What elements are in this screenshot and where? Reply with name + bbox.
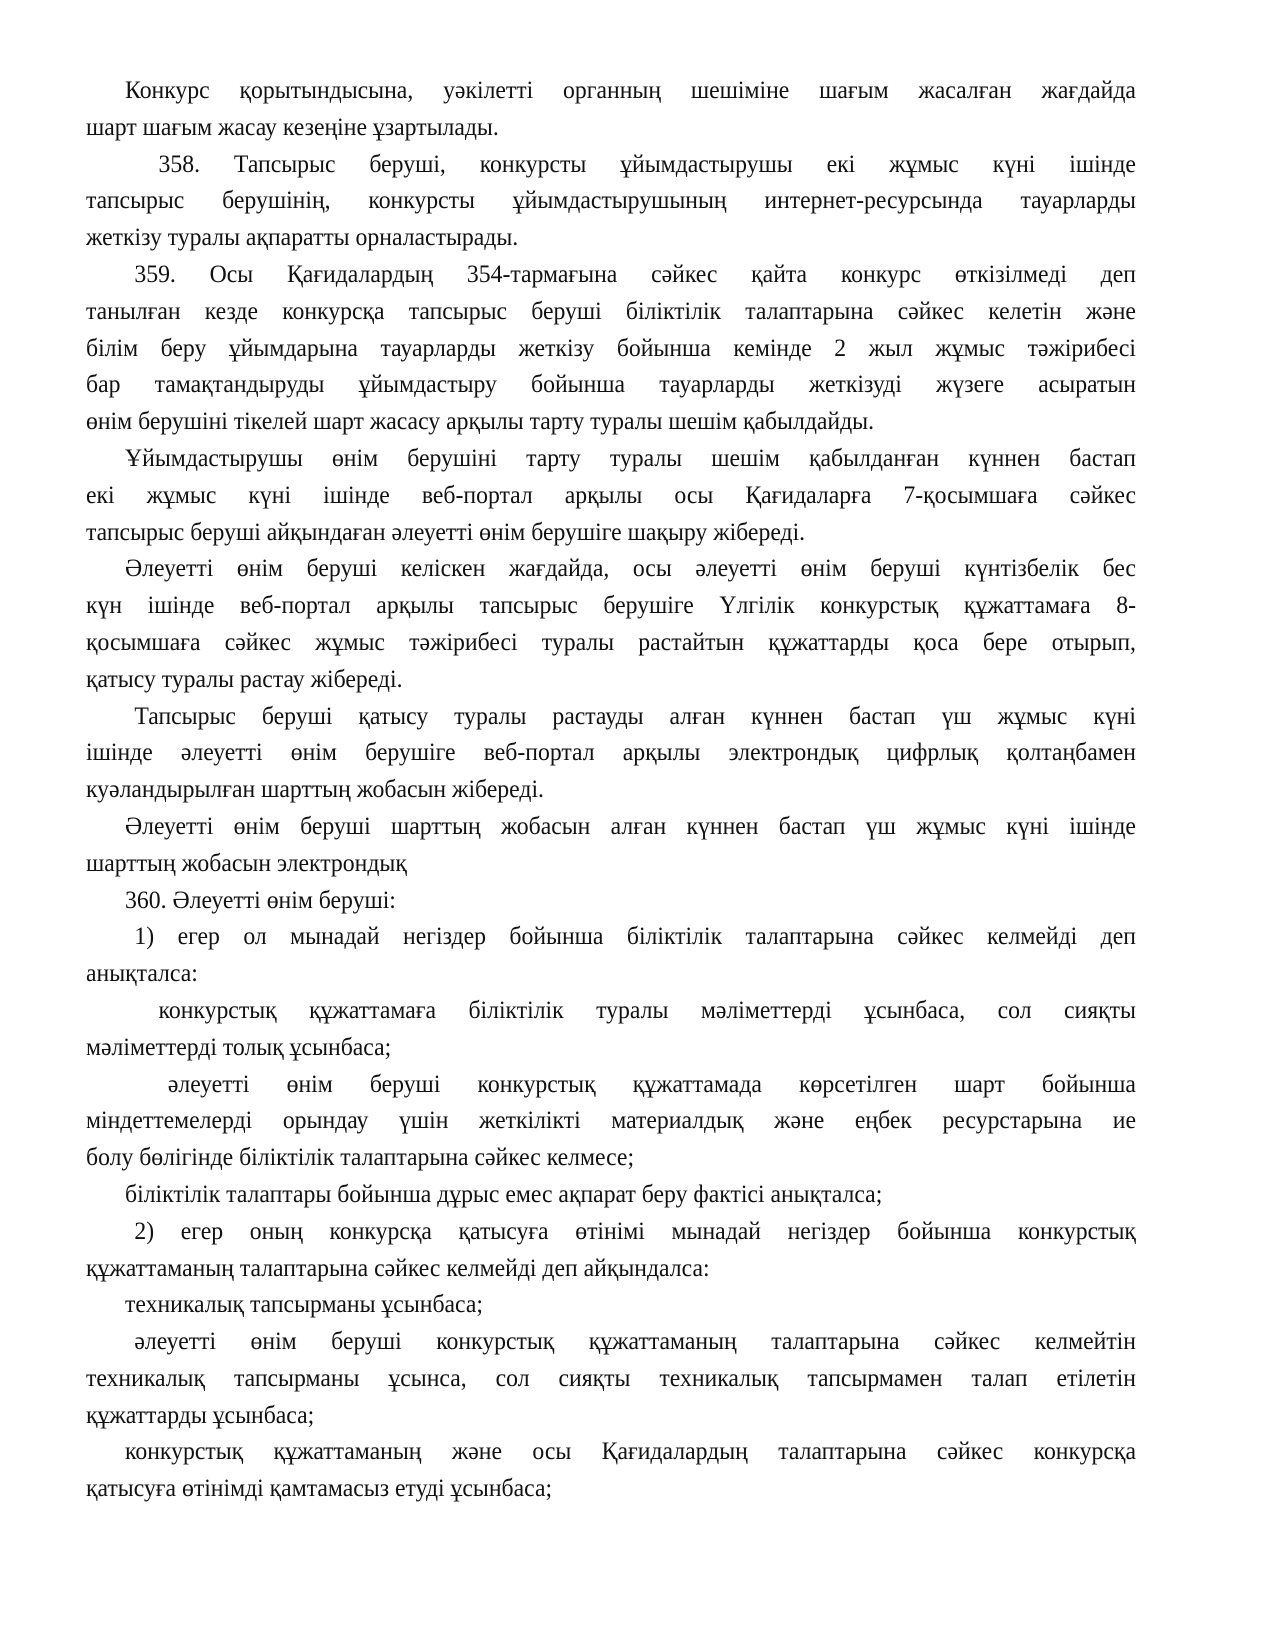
text-line: конкурстық құжаттаманың және осы Қағидалардың талаптарына сәйкес конкурсқа [125,1436,1136,1466]
text-line: біліктілік талаптары бойынша дұрыс емес ақпарат беру фактісі анықталса; [125,1178,883,1208]
text-line: Тапсырыс беруші қатысу туралы растауды алған күннен бастап үш жұмыс күні [134,700,1136,730]
text-line: әлеуетті өнім беруші конкурстық құжаттаманың талаптарына сәйкес келмейтін [134,1326,1136,1356]
document-page [86,72,1136,1507]
text-line: 359. Осы Қағидалардың 354-тармағына сәйкес қайта конкурс өткізілмеді деп [134,258,1136,288]
text-line: техникалық тапсырманы ұсынса, сол сияқты техникалық тапсырмамен талап етілетін [86,1362,1136,1392]
text-line: құжаттарды ұсынбаса; [86,1399,315,1429]
text-line: Әлеуетті өнім беруші келіскен жағдайда, осы әлеуетті өнім беруші күнтізбелік бес [125,553,1136,583]
text-line: тапсырыс беруші айқындаған әлеуетті өнім берушіге шақыру жібереді. [86,516,806,546]
text-line: қосымшаға сәйкес жұмыс тәжірибесі туралы растайтын құжаттарды қоса бере отырып, [86,626,1136,656]
text-line: куәландырылған шарттың жобасын жібереді. [86,774,544,804]
text-line: екі жұмыс күні ішінде веб-портал арқылы осы Қағидаларға 7-қосымшаға сәйкес [86,479,1136,509]
text-line: техникалық тапсырманы ұсынбаса; [125,1289,483,1319]
text-line: Әлеуетті өнім беруші шарттың жобасын алған күннен бастап үш жұмыс күні ішінде [125,810,1136,840]
text-line: әлеуетті өнім беруші конкурстық құжаттамада көрсетілген шарт бойынша [167,1068,1136,1098]
text-line: жеткізу туралы ақпаратты орналастырады. [86,222,519,252]
text-line: тапсырыс берушінің, конкурсты ұйымдастырушының интернет-ресурсында тауарларды [86,185,1136,215]
text-line: шарт шағым жасау кезеңіне ұзартылады. [86,111,499,141]
text-line: міндеттемелерді орындау үшін жеткілікті материалдық және еңбек ресурстарына ие [86,1105,1136,1135]
text-line: қатысуға өтінімді қамтамасыз етуді ұсынбаса; [86,1473,553,1503]
text-line: 358. Тапсырыс беруші, конкурсты ұйымдастырушы екі жұмыс күні ішінде [158,148,1136,178]
text-line: 1) егер ол мынадай негіздер бойынша біліктілік талаптарына сәйкес келмейді деп [134,921,1136,951]
text-line: күн ішінде веб-портал арқылы тапсырыс берушіге Үлгілік конкурстық құжаттамаға 8- [86,590,1136,620]
text-line: шарттың жобасын электрондық [86,847,407,877]
text-line: Конкурс қорытындысына, уәкілетті органның шешіміне шағым жасалған жағдайда [125,75,1136,104]
text-line: өнім берушіні тікелей шарт жасасу арқылы тарту туралы шешім қабылдайды. [86,406,875,436]
text-line: Ұйымдастырушы өнім берушіні тарту туралы шешім қабылданған күннен бастап [125,442,1136,472]
text-line: білім беру ұйымдарына тауарларды жеткізу бойынша кемінде 2 жыл жұмыс тәжірибесі [86,332,1136,362]
text-line: құжаттаманың талаптарына сәйкес келмейді деп айқындалса: [86,1252,710,1282]
text-line: болу бөлігінде біліктілік талаптарына сәйкес келмесе; [86,1142,635,1172]
text-line: 360. Әлеуетті өнім беруші: [125,884,396,914]
text-line: конкурстық құжаттамаға біліктілік туралы мәліметтерді ұсынбаса, сол сияқты [158,994,1136,1024]
text-line: мәліметтерді толық ұсынбаса; [86,1031,392,1061]
text-line: танылған кезде конкурсқа тапсырыс беруші біліктілік талаптарына сәйкес келетін және [86,295,1136,325]
text-line: бар тамақтандыруды ұйымдастыру бойынша тауарларды жеткізуді жүзеге асыратын [86,369,1136,399]
text-line: анықталса: [86,958,198,988]
text-line: қатысу туралы растау жібереді. [86,663,403,693]
text-line: ішінде әлеуетті өнім берушіге веб-портал арқылы электрондық цифрлық қолтаңбамен [86,737,1136,767]
text-line: 2) егер оның конкурсқа қатысуға өтінімі мынадай негіздер бойынша конкурстық [134,1215,1136,1245]
